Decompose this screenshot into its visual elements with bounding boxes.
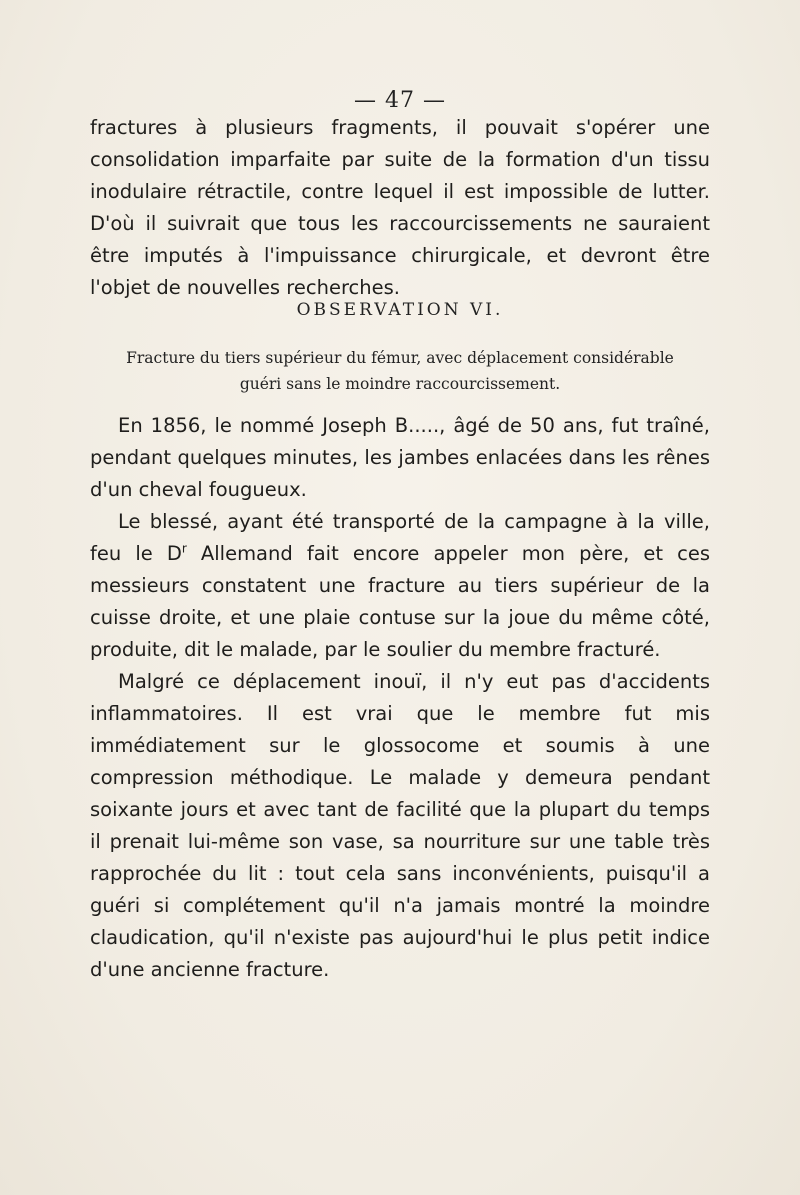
page-number: — 47 —	[354, 88, 446, 113]
paragraph-2	[90, 506, 710, 666]
paragraph-2-rest: Allemand fait encore appeler mon père, et ces messieurs constatent une fracture au tiers supérieur de la cuisse droite, et une plaie contuse sur la joue du même côté, produite, dit le malade, par le soulier du membre fracturé.	[90, 542, 710, 661]
intro-paragraph: fractures à plusieurs fragments, il pouvait s'opérer une consolidation imparfaite par suite de la formation d'un tissu inodulaire rétractile, contre lequel il est impossible de lutter. D'où il suivrait que tous les raccourcissements ne sauraient être imputés à l'impuissance chirurgicale, et devront être l'objet de nouvelles recherches.	[90, 116, 710, 299]
intro-block	[90, 112, 710, 304]
paragraph-2-superscript: r	[181, 541, 187, 556]
observation-title: OBSERVATION VI.	[296, 300, 504, 320]
observation-subtitle: Fracture du tiers supérieur du fémur, avec déplacement considérable guéri sans le moindre raccourcissement.	[126, 349, 674, 393]
body-block	[90, 410, 710, 986]
paragraph-2-start: Le blessé, ayant été transporté de la campagne à la ville, feu le D	[90, 510, 710, 565]
paragraph-1: En 1856, le nommé Joseph B....., âgé de 50 ans, fut traîné, pendant quelques minutes, les jambes enlacées dans les rênes d'un cheval fougueux.	[90, 414, 710, 501]
paragraph-3: Malgré ce déplacement inouï, il n'y eut pas d'accidents inflammatoires. Il est vrai que le membre fut mis immédiatement sur le glossocome et soumis à une compression méthodique. Le malade y demeura pendant soixante jours et avec tant de facilité que la plupart du temps il prenait lui-même son vase, sa nourriture sur une table très rapprochée du lit : tout cela sans inconvénients, puisqu'il a guéri si complétement qu'il n'a jamais montré la moindre claudication, qu'il n'existe pas aujourd'hui le plus petit indice d'une ancienne fracture.	[90, 670, 710, 981]
